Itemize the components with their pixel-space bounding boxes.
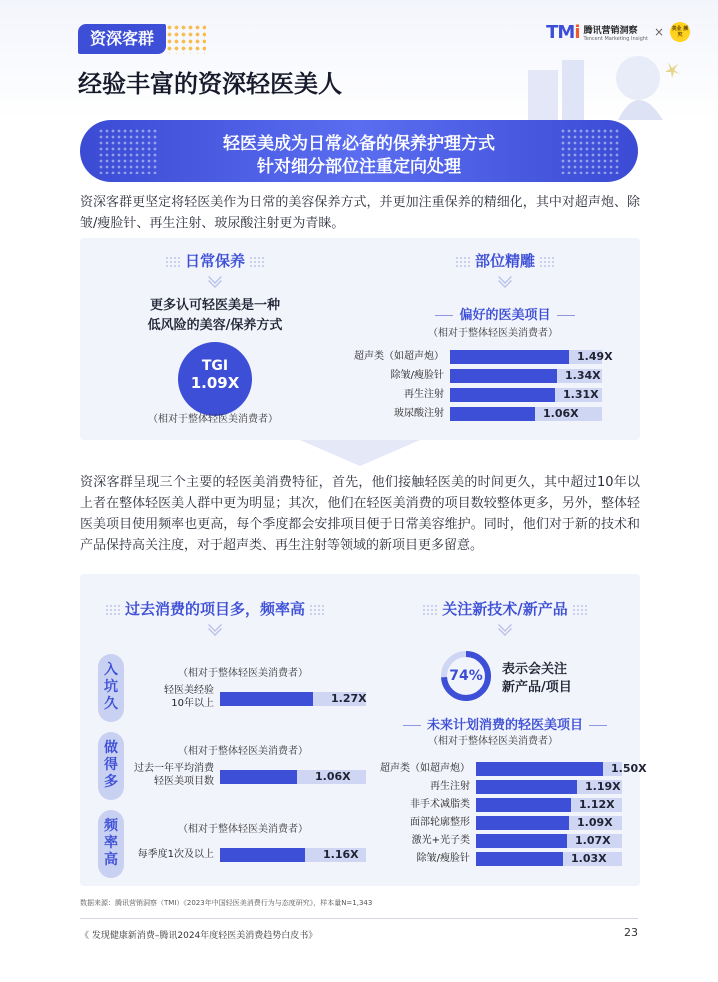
bar-label: 再生注射 (404, 389, 444, 400)
bar-label: 除皱/瘦脸针 (390, 370, 444, 381)
future-items-subtitle: 未来计划消费的轻医美项目 (370, 714, 640, 733)
banner-line-2: 针对细分部位注重定向处理 (257, 157, 461, 177)
bar-fill (220, 692, 313, 706)
hatch-icon (165, 256, 181, 268)
bar-label: 再生注射 (430, 781, 470, 792)
tgi-value: 1.09X (190, 374, 240, 392)
bar-fill (450, 388, 555, 402)
bar-fill (476, 834, 567, 848)
decorative-dots (166, 24, 206, 54)
bar-value-label: 1.19X (585, 780, 621, 793)
bar-fill (450, 350, 569, 364)
feature-note: （相对于整体轻医美消费者） (178, 824, 308, 835)
preferred-items-subtitle: 偏好的医美项目 (370, 304, 640, 323)
bar-row (411, 834, 622, 848)
attention-ring-value: 74% (449, 668, 483, 684)
hatch-icon (105, 604, 121, 616)
bar-value-label: 1.49X (577, 350, 613, 363)
bar-label: 激光+光子类 (411, 835, 470, 846)
bar-value-label: 1.03X (571, 852, 607, 865)
bar-value-label: 1.07X (575, 834, 611, 847)
tgi-note: （相对于整体轻医美消费者） (148, 414, 278, 425)
data-source: 数据来源：腾讯营销洞察（TMI）《2023年中国轻医美消费行为与态度研究》，样本量N=1,343 (80, 899, 373, 907)
bar-row (430, 780, 622, 794)
panel-daily-care (80, 238, 640, 440)
attention-text-line-2: 新产品/项目 (502, 680, 572, 695)
bar-fill (476, 780, 577, 794)
bar-row (220, 848, 366, 862)
bar-row (220, 770, 366, 784)
hatch-icon (422, 604, 438, 616)
bar-value-label: 1.34X (565, 369, 601, 382)
bar-value-label: 1.31X (563, 388, 599, 401)
feature-label-line-1: 每季度1次及以上 (137, 849, 214, 860)
bar-fill (476, 798, 571, 812)
bar-value-label: 1.09X (577, 816, 613, 829)
panel1-left-heading: 日常保养 (80, 250, 350, 271)
bar-row (404, 388, 602, 402)
feature-label-line-1: 过去一年平均消费 (134, 763, 214, 774)
page-number: 23 (624, 926, 638, 939)
bar-fill (450, 407, 535, 421)
statement-line-1: 更多认可轻医美是一种 (149, 298, 280, 313)
hatch-icon (309, 604, 325, 616)
hatch-icon (249, 256, 265, 268)
panel2-right-heading: 关注新技术/新产品 (370, 598, 640, 619)
tgi-label: TGI (201, 358, 229, 374)
bar-row (416, 852, 622, 866)
panel1-right-heading: 部位精雕 (370, 250, 640, 271)
decorative-illustration (518, 40, 688, 120)
future-items-note: （相对于整体轻医美消费者） (428, 736, 558, 747)
bar-value-label: 1.16X (323, 848, 359, 861)
bar-fill (476, 762, 603, 776)
chevron-down-icon (203, 624, 227, 634)
bar-row (394, 407, 602, 421)
bar-label: 超声类（如超声炮） (354, 351, 444, 362)
panel-consumption-features (80, 574, 647, 886)
bar-fill (220, 770, 297, 784)
bar-label: 除皱/瘦脸针 (416, 853, 470, 864)
headline-banner (80, 120, 638, 182)
tmi-logo-icon: TMi (546, 21, 580, 43)
hatch-icon (455, 256, 471, 268)
bar-fill (476, 816, 569, 830)
tgi-badge (178, 342, 252, 416)
bar-value-label: 1.27X (331, 692, 367, 705)
brand-logos (546, 20, 690, 44)
statement-line-2: 低风险的美容/保养方式 (147, 318, 283, 333)
feature-label-line-2: 10年以上 (171, 698, 214, 709)
chevron-down-icon (493, 624, 517, 634)
bar-label: 玻尿酸注射 (394, 408, 444, 419)
bar-fill (476, 852, 563, 866)
chevron-down-icon (203, 276, 227, 286)
feature-tag: 频率高 (98, 810, 124, 878)
feature-tag: 做得多 (98, 732, 124, 800)
bar-row (380, 762, 647, 776)
bar-row (410, 816, 622, 830)
section-connector-arrow (300, 440, 420, 466)
panel2-left-heading: 过去消费的项目多，频率高 (80, 598, 350, 619)
bar-row (410, 798, 622, 812)
brand-separator: × (653, 25, 664, 39)
footer-divider (80, 918, 638, 919)
middle-paragraph: 资深客群呈现三个主要的轻医美消费特征，首先，他们接触轻医美的时间更久，其中超过10年以上者在整体轻医美人群中更为明显；其次，他们在轻医美消费的项目数较整体更多，另外，整体轻医美项目使用频率也更高，每个季度都会安排项目便于日常美容维护。同时，他们对于新的技术和产品保持高关注度，对于超声类、再生注射等领域的新项目更多留意。 (80, 475, 640, 553)
feature-label-line-2: 轻医美项目数 (154, 776, 214, 787)
brand-name-en: Tencent Marketing Insight (583, 35, 648, 42)
bar-row (390, 369, 602, 383)
bar-fill (450, 369, 557, 383)
bar-label: 面部轮廓整形 (410, 817, 470, 828)
bar-fill (220, 848, 305, 862)
attention-text-line-1: 表示会关注 (502, 662, 568, 677)
feature-tag: 入坑久 (98, 654, 124, 722)
bar-value-label: 1.06X (543, 407, 579, 420)
banner-line-1: 轻医美成为日常必备的保养护理方式 (223, 134, 495, 154)
footer-report-title: 《 发现健康新消费–腾讯2024年度轻医美消费趋势白皮书》 (80, 931, 318, 941)
hatch-icon (572, 604, 588, 616)
feature-note: （相对于整体轻医美消费者） (178, 746, 308, 757)
bar-value-label: 1.12X (579, 798, 615, 811)
feature-label-line-1: 轻医美经验 (164, 685, 214, 696)
bar-value-label: 1.06X (315, 770, 351, 783)
bar-label: 非手术减脂类 (410, 799, 470, 810)
feature-note: （相对于整体轻医美消费者） (178, 668, 308, 679)
intro-paragraph: 资深客群更坚定将轻医美作为日常的美容保养方式，并更加注重保养的精细化，其中对超声炮、除皱/瘦脸针、再生注射、玻尿酸注射更为青睐。 (80, 195, 640, 231)
bar-row (220, 692, 366, 706)
bar-row (354, 350, 613, 364)
brand-name-cn: 腾讯营销洞察 (583, 25, 638, 36)
preferred-items-note: （相对于整体轻医美消费者） (428, 328, 558, 339)
bar-value-label: 1.50X (611, 762, 647, 775)
hatch-icon (539, 256, 555, 268)
partner-logo-icon: 美业 颜究 (670, 22, 690, 42)
page-title: 经验丰富的资深轻医美人 (78, 70, 342, 98)
chevron-down-icon (493, 276, 517, 286)
bar-label: 超声类（如超声炮） (380, 763, 470, 774)
section-tag: 资深客群 (78, 24, 166, 54)
